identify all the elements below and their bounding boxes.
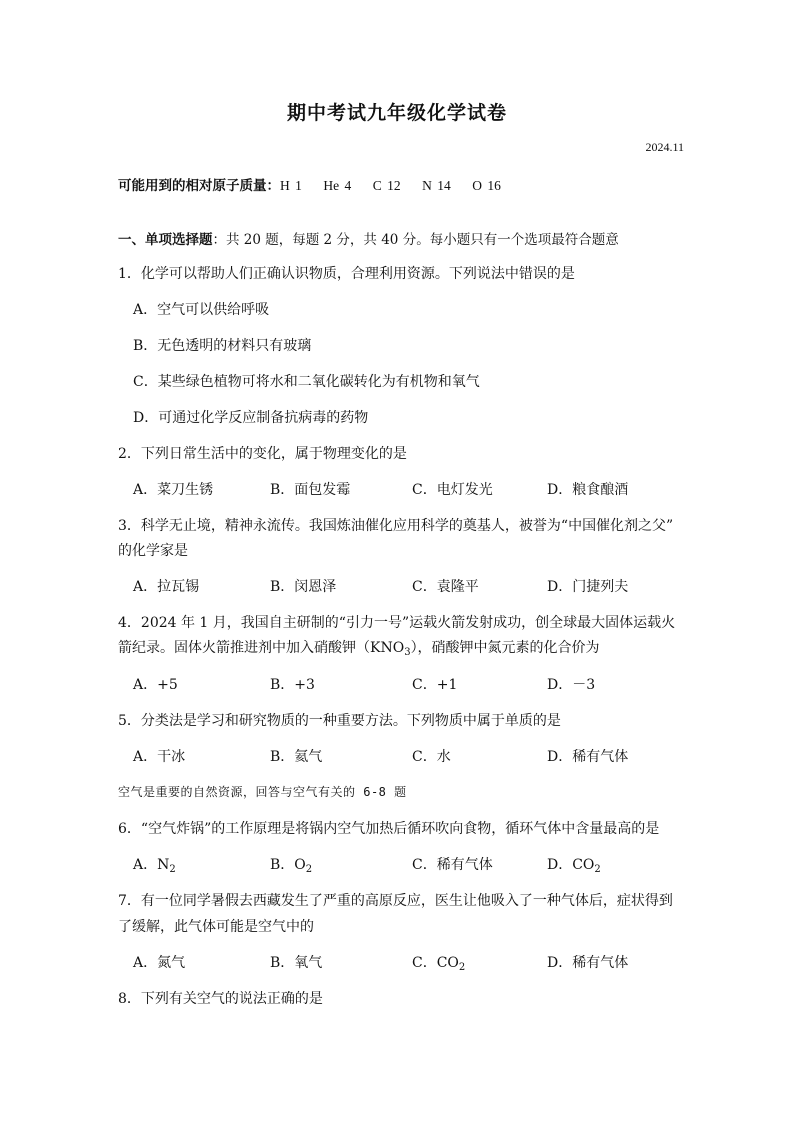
section-heading xyxy=(118,228,619,248)
question-6-option-a[interactable]: A．$N_2$ xyxy=(133,857,176,875)
question-6-options xyxy=(133,854,693,874)
question-7-options xyxy=(133,952,693,972)
question-3-option-c[interactable]: C．袁隆平 xyxy=(412,579,479,595)
section-note: 空气是重要的自然资源，回答与空气有关的 6-8 题 xyxy=(118,785,407,799)
question-8-stem: 8．下列有关空气的说法正确的是 xyxy=(118,991,323,1007)
question-4-option-d[interactable]: D．－3 xyxy=(547,677,596,693)
question-4-option-c[interactable]: C．+1 xyxy=(412,677,458,693)
question-6-option-c[interactable]: C．稀有气体 xyxy=(412,857,493,873)
question-6-stem: 6．“空气炸锅”的工作原理是将锅内空气加热后循环吹向食物，循环气体中含量最高的是 xyxy=(118,821,660,837)
question-1-stem: 1．化学可以帮助人们正确认识物质，合理利用资源。下列说法中错误的是 xyxy=(118,266,575,282)
question-4-option-b[interactable]: B．+3 xyxy=(270,677,315,693)
question-1-option-b[interactable]: B．无色透明的材料只有玻璃 xyxy=(133,338,312,354)
question-7-stem-line2: 了缓解，此气体可能是空气中的 xyxy=(118,919,314,935)
question-1-option-d[interactable]: D．可通过化学反应制备抗病毒的药物 xyxy=(133,410,369,426)
question-5-options xyxy=(133,746,693,766)
question-2-option-a[interactable]: A．菜刀生锈 xyxy=(133,482,214,498)
exam-date: 2024.11 xyxy=(645,140,684,154)
question-3-stem-line1: 3．科学无止境，精神永流传。我国炼油催化应用科学的奠基人，被誉为“中国催化剂之父” xyxy=(118,518,674,534)
question-2-option-c[interactable]: C．电灯发光 xyxy=(412,482,493,498)
section-title: 一、单项选择题 xyxy=(118,232,213,248)
question-6-option-d[interactable]: D．$CO_2$ xyxy=(547,857,601,875)
question-2-options xyxy=(133,479,693,499)
question-4-option-a[interactable]: A．+5 xyxy=(133,677,178,693)
question-3-option-d[interactable]: D．门捷列夫 xyxy=(547,579,629,595)
question-7-option-c[interactable]: C．$CO_2$ xyxy=(412,955,466,973)
atomic-mass-line xyxy=(118,174,501,194)
question-1-option-a[interactable]: A．空气可以供给呼吸 xyxy=(133,302,270,318)
question-7-stem-line1: 7．有一位同学暑假去西藏发生了严重的高原反应，医生让他吸入了一种气体后，症状得到 xyxy=(118,893,673,909)
atomic-mass-label: 可能用到的相对原子质量： xyxy=(118,178,280,194)
question-4-stem-line2 xyxy=(118,637,600,657)
question-7-option-d[interactable]: D．稀有气体 xyxy=(547,955,629,971)
question-2-stem: 2．下列日常生活中的变化，属于物理变化的是 xyxy=(118,446,407,462)
question-3-stem-line2: 的化学家是 xyxy=(118,543,188,559)
question-2-option-b[interactable]: B．面包发霉 xyxy=(270,482,351,498)
question-6-option-b[interactable]: B．$O_2$ xyxy=(270,857,313,875)
question-5-option-a[interactable]: A．干冰 xyxy=(133,749,186,765)
question-4-stem-line1: 4．2024 年 1 月，我国自主研制的“引力一号”运载火箭发射成功，创全球最大固体运载火 xyxy=(118,615,676,631)
section-description: ：共 20 题，每题 2 分，共 40 分。每小题只有一个选项最符合题意 xyxy=(212,232,619,248)
question-3-option-b[interactable]: B．闵恩泽 xyxy=(270,579,337,595)
question-5-option-b[interactable]: B．氦气 xyxy=(270,749,323,765)
exam-title: 期中考试九年级化学试卷 xyxy=(286,102,507,124)
atomic-mass-values: H 1 He 4 C 12 N 14 O 16 xyxy=(280,178,501,193)
question-2-option-d[interactable]: D．粮食酿酒 xyxy=(547,482,629,498)
question-4-stem-line2-a: 箭纪录。固体火箭推进剂中加入硝酸钾（KNO xyxy=(118,640,405,656)
question-3-option-a[interactable]: A．拉瓦锡 xyxy=(133,579,200,595)
question-3-options xyxy=(133,576,693,596)
question-4-stem-line2-b: ），硝酸钾中氮元素的化合价为 xyxy=(410,640,600,656)
question-5-stem: 5．分类法是学习和研究物质的一种重要方法。下列物质中属于单质的是 xyxy=(118,713,561,729)
question-5-option-d[interactable]: D．稀有气体 xyxy=(547,749,629,765)
question-7-option-a[interactable]: A．氮气 xyxy=(133,955,186,971)
question-5-option-c[interactable]: C．水 xyxy=(412,749,451,765)
question-1-option-c[interactable]: C．某些绿色植物可将水和二氧化碳转化为有机物和氧气 xyxy=(133,374,480,390)
question-4-options xyxy=(133,674,693,694)
question-7-option-b[interactable]: B．氧气 xyxy=(270,955,323,971)
question-4-subscript: 3 xyxy=(404,647,411,658)
